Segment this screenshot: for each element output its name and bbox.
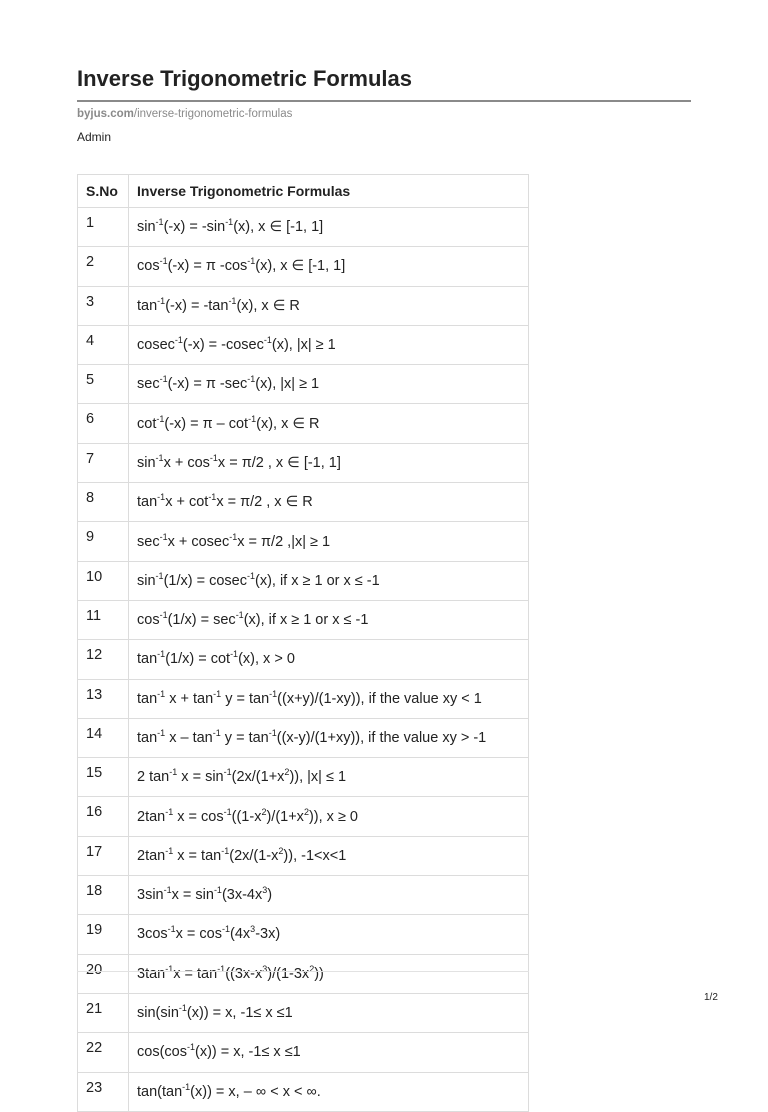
page-number: 1/2 bbox=[704, 992, 718, 1003]
formula-cell: $2\tan^{-1}$ $x = \cos^{-1}((1-x^2)/(1+x^2))$, x ≥ 0 bbox=[129, 797, 529, 836]
author-name: Admin bbox=[77, 130, 112, 144]
table-row bbox=[78, 915, 529, 954]
row-number: 4 bbox=[78, 325, 129, 364]
bottom-divider bbox=[77, 971, 529, 972]
table-row bbox=[78, 993, 529, 1032]
formula-cell: $\sin^{-1}(-x) = -\sin^{-1}(x)$, x ∈ [-1, 1] bbox=[129, 208, 529, 247]
formula-cell: $2\tan^{-1}$ $x = \tan^{-1}(2x/(1-x^2))$, -1<x<1 bbox=[129, 836, 529, 875]
formula-cell: $\tan^{-1}(-x) = -\tan^{-1}(x)$, x ∈ R bbox=[129, 286, 529, 325]
table-row bbox=[78, 600, 529, 639]
row-number: 5 bbox=[78, 365, 129, 404]
table-row bbox=[78, 208, 529, 247]
formula-cell: $\cos^{-1}(1/x) = \sec^{-1}(x)$, if x ≥ 1 or x ≤ -1 bbox=[129, 600, 529, 639]
table-row bbox=[78, 522, 529, 561]
table-body bbox=[78, 208, 529, 1112]
table-row bbox=[78, 325, 529, 364]
row-number: 19 bbox=[78, 915, 129, 954]
row-number: 21 bbox=[78, 993, 129, 1032]
formula-cell: $3\sin^{-1}x = \sin^{-1}(3x-4x^3)$ bbox=[129, 876, 529, 915]
row-number: 11 bbox=[78, 600, 129, 639]
table-header-row bbox=[78, 175, 529, 208]
formula-cell: $\sin(\sin^{-1}(x)) = x$, -1≤ x ≤1 bbox=[129, 993, 529, 1032]
row-number: 15 bbox=[78, 758, 129, 797]
formula-cell: $\tan^{-1} x + \tan^{-1} y = \tan^{-1}((x+y)/(1-xy))$, if the value xy < 1 bbox=[129, 679, 529, 718]
row-number: 14 bbox=[78, 718, 129, 757]
formula-cell: $\sin^{-1}(1/x) = cosec^{-1}(x)$, if x ≥ 1 or x ≤ -1 bbox=[129, 561, 529, 600]
table-row bbox=[78, 718, 529, 757]
table-row bbox=[78, 836, 529, 875]
formula-cell: $\cot^{-1}(-x) = \pi - \cot^{-1}(x)$, x ∈ R bbox=[129, 404, 529, 443]
table-row bbox=[78, 1033, 529, 1072]
table-row bbox=[78, 679, 529, 718]
row-number: 18 bbox=[78, 876, 129, 915]
row-number: 8 bbox=[78, 483, 129, 522]
formula-cell: $3\cos^{-1}x = \cos^{-1}(4x^3-3x)$ bbox=[129, 915, 529, 954]
formula-cell: $\tan^{-1}(1/x) = \cot^{-1}(x)$, x > 0 bbox=[129, 640, 529, 679]
row-number: 12 bbox=[78, 640, 129, 679]
table-row bbox=[78, 797, 529, 836]
table-row bbox=[78, 286, 529, 325]
formula-cell: $\cos^{-1}(-x) = \pi$ $-\cos^{-1}(x)$, x ∈ [-1, 1] bbox=[129, 247, 529, 286]
row-number: 22 bbox=[78, 1033, 129, 1072]
column-header-sno: S.No bbox=[78, 175, 129, 208]
formula-cell: $\sec^{-1}x + cosec^{-1}x = \pi/2$ ,|x| ≥ 1 bbox=[129, 522, 529, 561]
page-title: Inverse Trigonometric Formulas bbox=[77, 66, 412, 91]
row-number: 9 bbox=[78, 522, 129, 561]
table-row bbox=[78, 365, 529, 404]
table-row bbox=[78, 561, 529, 600]
row-number: 7 bbox=[78, 443, 129, 482]
formula-cell: 2 $\tan^{-1} x = \sin^{-1}(2x/(1+x^2))$, |x| ≤ 1 bbox=[129, 758, 529, 797]
title-divider bbox=[77, 100, 691, 102]
table-row bbox=[78, 443, 529, 482]
table-row bbox=[78, 247, 529, 286]
table-row bbox=[78, 758, 529, 797]
formula-cell: $\tan^{-1}x + \cot^{-1}x = \pi/2$ , x ∈ R bbox=[129, 483, 529, 522]
formula-cell: $\sec^{-1}(-x) = \pi$ $-\sec^{-1}(x)$, |x| ≥ 1 bbox=[129, 365, 529, 404]
table-row bbox=[78, 876, 529, 915]
column-header-formula: Inverse Trigonometric Formulas bbox=[129, 175, 529, 208]
source-domain: byjus.com bbox=[77, 108, 134, 120]
formula-cell: $\tan(\tan^{-1}(x)) = x$, – ∞ < x < ∞. bbox=[129, 1072, 529, 1111]
table-row bbox=[78, 954, 529, 993]
formula-cell: $\sin^{-1}x + \cos^{-1}x = \pi/2$ , x ∈ [-1, 1] bbox=[129, 443, 529, 482]
row-number: 6 bbox=[78, 404, 129, 443]
table-row bbox=[78, 1072, 529, 1111]
formula-cell: $\cos(\cos^{-1}(x)) = x$, -1≤ x ≤1 bbox=[129, 1033, 529, 1072]
formula-cell: $3\tan^{-1}x = \tan^{-1}((3x-x^3)/(1-3x^2))$ bbox=[129, 954, 529, 993]
source-path: /inverse-trigonometric-formulas bbox=[133, 108, 293, 120]
row-number: 20 bbox=[78, 954, 129, 993]
row-number: 23 bbox=[78, 1072, 129, 1111]
table-row bbox=[78, 483, 529, 522]
formula-cell: $\tan^{-1} x - \tan^{-1} y = \tan^{-1}((x-y)/(1+xy))$, if the value xy > -1 bbox=[129, 718, 529, 757]
table-row bbox=[78, 404, 529, 443]
formula-cell: cosec$^{-1}$(-x) = -cosec$^{-1}$(x), |x| ≥ 1 bbox=[129, 325, 529, 364]
row-number: 3 bbox=[78, 286, 129, 325]
row-number: 1 bbox=[78, 208, 129, 247]
row-number: 17 bbox=[78, 836, 129, 875]
row-number: 16 bbox=[78, 797, 129, 836]
row-number: 2 bbox=[78, 247, 129, 286]
table-row bbox=[78, 640, 529, 679]
row-number: 13 bbox=[78, 679, 129, 718]
row-number: 10 bbox=[78, 561, 129, 600]
source-link[interactable] bbox=[77, 108, 292, 120]
